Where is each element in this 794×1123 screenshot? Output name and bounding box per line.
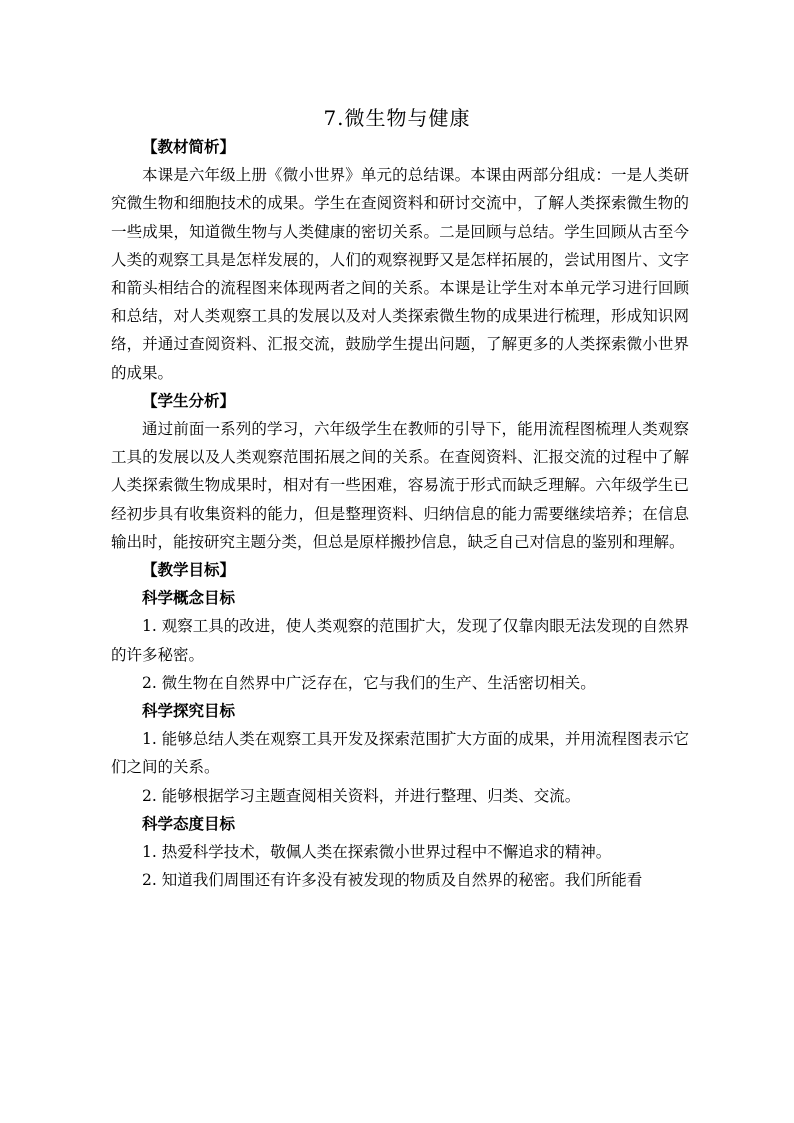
section-heading-teaching-goals: 【教学目标】 (142, 560, 236, 580)
document-body (111, 133, 689, 894)
list-item: 1. 观察工具的改进，使人类观察的范围扩大，发现了仅靠肉眼无法发现的自然界的许多秘密。 (111, 617, 689, 664)
list-item: 2. 微生物在自然界中广泛存在，它与我们的生产、生活密切相关。 (142, 673, 596, 692)
subheading-inquiry-goals: 科学探究目标 (142, 701, 236, 721)
paragraph-textbook-analysis: 本课是六年级上册《微小世界》单元的总结课。本课由两部分组成：一是人类研究微生物和细胞技术的成果。学生在查阅资料和研讨交流中，了解人类探索微生物的一些成果，知道微生物与人类健康的密切关系。二是回顾与总结。学生回顾从古至今人类的观察工具是怎样发展的，人们的观察视野又是怎样拓展的，尝试用图片、文字和箭头相结合的流程图来体现两者之间的关系。本课是让学生对本单元学习进行回顾和总结，对人类观察工具的发展以及对人类探索微生物的成果进行梳理，形成知识网络，并通过查阅资料、汇报交流，鼓励学生提出问题，了解更多的人类探索微小世界的成果。 (111, 166, 689, 382)
section-heading-textbook-analysis: 【教材简析】 (142, 137, 236, 156)
list-item: 1. 能够总结人类在观察工具开发及探索范围扩大方面的成果，并用流程图表示它们之间的关系。 (111, 730, 689, 777)
list-item: 1. 热爱科学技术，敬佩人类在探索微小世界过程中不懈追求的精神。 (142, 843, 612, 862)
list-item: 2. 能够根据学习主题查阅相关资料，并进行整理、归类、交流。 (142, 786, 581, 805)
subheading-concept-goals: 科学概念目标 (142, 588, 236, 608)
section-heading-student-analysis: 【学生分析】 (142, 390, 236, 410)
page-title: 7.微生物与健康 (323, 106, 471, 130)
paragraph-student-analysis: 通过前面一系列的学习，六年级学生在教师的引导下，能用流程图梳理人类观察工具的发展以及人类观察范围拓展之间的关系。在查阅资料、汇报交流的过程中了解人类探索微生物成果时，相对有一些困难，容易流于形式而缺乏理解。六年级学生已经初步具有收集资料的能力，但是整理资料、归纳信息的能力需要继续培养；在信息输出时，能按研究主题分类，但总是原样搬抄信息，缺乏自己对信息的鉴别和理解。 (111, 420, 689, 551)
list-item: 2. 知道我们周围还有许多没有被发现的物质及自然界的秘密。我们所能看 (142, 871, 643, 890)
subheading-attitude-goals: 科学态度目标 (142, 813, 236, 833)
